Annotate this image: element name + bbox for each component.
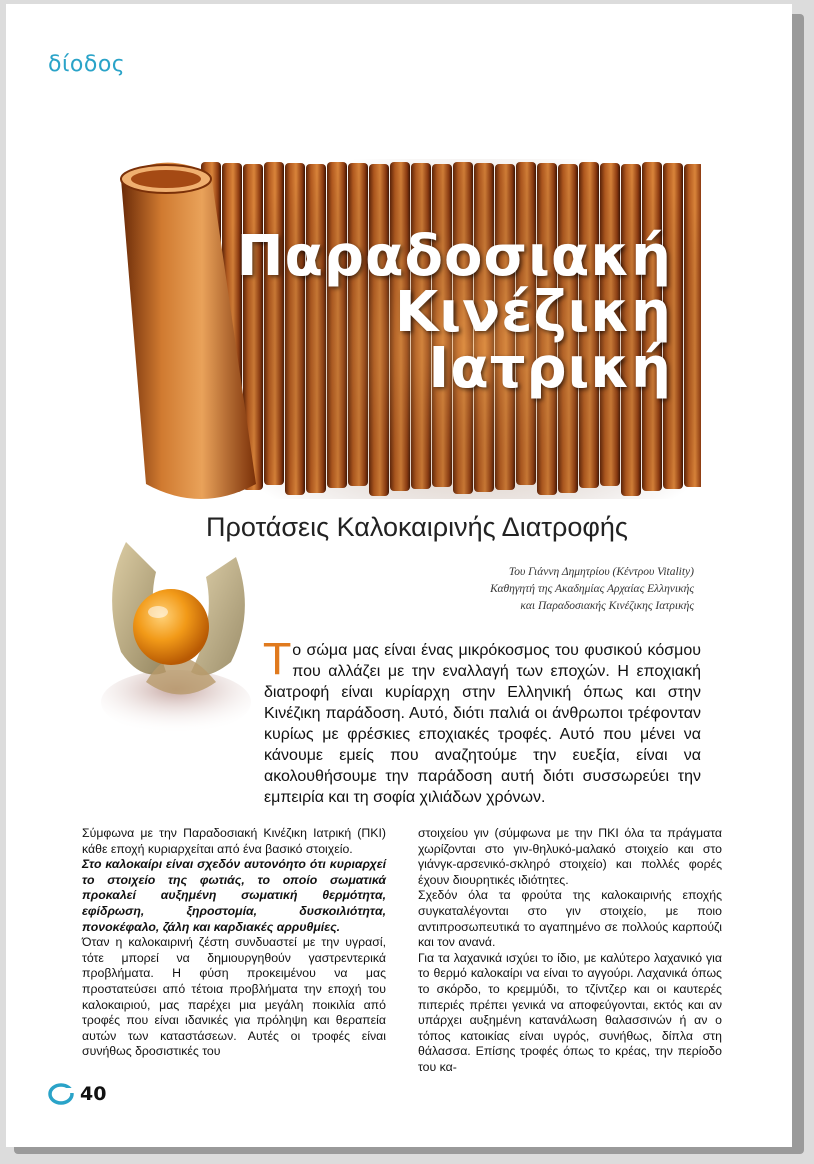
body-paragraph-emphasis: Στο καλοκαίρι είναι σχεδόν αυτονόητο ότι κυριαρχεί το στοιχείο της φωτιάς, το οποίο σωματικά προκαλεί αυξημένη σωματική θερμότητα, εφίδρωση, ξηροστομία, δυσκοιλιότητα, πονοκέφαλο, ζάλη και καρδιακές αρρυθμίες. [82, 857, 386, 934]
physalis-fruit-image [86, 532, 266, 737]
body-column-right [418, 826, 722, 1076]
title-line: Κινέζικη [394, 280, 672, 345]
byline-line: Του Γιάννη Δημητρίου (Κέντρου Vitality) [508, 566, 694, 578]
title-line: Παραδοσιακή [236, 224, 672, 289]
drop-cap: Τ [264, 635, 291, 685]
page-footer [48, 1082, 106, 1106]
article-title [236, 224, 672, 401]
intro-text: ο σώμα μας είναι ένας μικρόκοσμος του φυσικού κόσμου που αλλάζει με την εναλλαγή των εποχών. Η εποχιακή διατροφή είναι κυρίαρχη στην Ελληνική όπως και στην Κινέζικη παράδοση. Αυτό, διότι παλιά οι άνθρωποι τρέφονταν κυρίως με φρέσκιες εποχιακές τροφές. Αυτό που μένει να κάνουμε εμείς που αναζητούμε την ευεξία, είναι να ακολουθήσουμε την παράδοση αυτή διότι συσσωρεύει την εμπειρία και τη σοφία χιλιάδων χρόνων. [264, 642, 701, 806]
author-byline [490, 564, 694, 615]
body-paragraph: Για τα λαχανικά ισχύει το ίδιο, με καλύτερο λαχανικό για το θερμό καλοκαίρι να είναι το αγγούρι. Λαχανικά όπως το σκόρδο, το κρεμμύδι, το τζίντζερ και οι καυτερές πιπεριές πρέπει γενικά να αποφεύγονται, εκτός και αν υπάρχει αυξημένη κατανάλωση θαλασσινών ή αν ο τόπος κατοικίας είναι υγρός, συνήθως, δίπλα στη θάλασσα. Επίσης τροφές όπως το κρέας, την περίοδο του κα- [418, 950, 722, 1074]
page-marker-icon [48, 1082, 74, 1106]
byline-line: Καθηγητή της Ακαδημίας Αρχαίας Ελληνικής [490, 583, 694, 595]
body-paragraph: Όταν η καλοκαιρινή ζέστη συνδυαστεί με την υγρασί, τότε μπορεί να δημιουργηθούν γαστρεντερικά προβλήματα. Η φύση προκειμένου να μας προστατεύσει από τέτοια προβλήματα την εποχή του καλοκαιριού, μας παρέχει μια μεγάλη ποικιλία από τροφές που είναι ιδανικές για πρόληψη και θεραπεία αυτών των καταστάσεων. Αυτές οι τροφές είναι συνήθως δροσιστικές του [82, 935, 386, 1059]
article-subtitle: Προτάσεις Καλοκαιρινής Διατροφής [206, 512, 628, 542]
intro-paragraph [264, 635, 701, 808]
page-number: 40 [80, 1083, 107, 1105]
title-line: Ιατρική [428, 336, 672, 401]
body-column-left [82, 826, 386, 1060]
magazine-logo: δίοδος [48, 52, 126, 77]
magazine-page [6, 4, 792, 1147]
body-paragraph: στοιχείου γιν (σύμφωνα με την ΠΚΙ όλα τα πράγματα χωρίζονται στο γιν-θηλυκό-μαλακό στοιχείο και στο γιάνγκ-αρσενικό-σκληρό στοιχείο) και πολλές φορές έχουν διουρητικές ιδιότητες. [418, 826, 722, 887]
body-paragraph: Σχεδόν όλα τα φρούτα της καλοκαιρινής εποχής συγκαταλέγονται στο γιν στοιχείο, με ποιο αντιπροσωπευτικά το αγαπημένο σε πολλούς καρπούζι και τον ανανά. [418, 888, 722, 950]
body-paragraph: Σύμφωνα με την Παραδοσιακή Κινέζικη Ιατρική (ΠΚΙ) κάθε εποχή κυριαρχείται από ένα βασικό στοιχείο. [82, 826, 386, 856]
byline-line: και Παραδοσιακής Κινέζικης Ιατρικής [520, 600, 694, 612]
